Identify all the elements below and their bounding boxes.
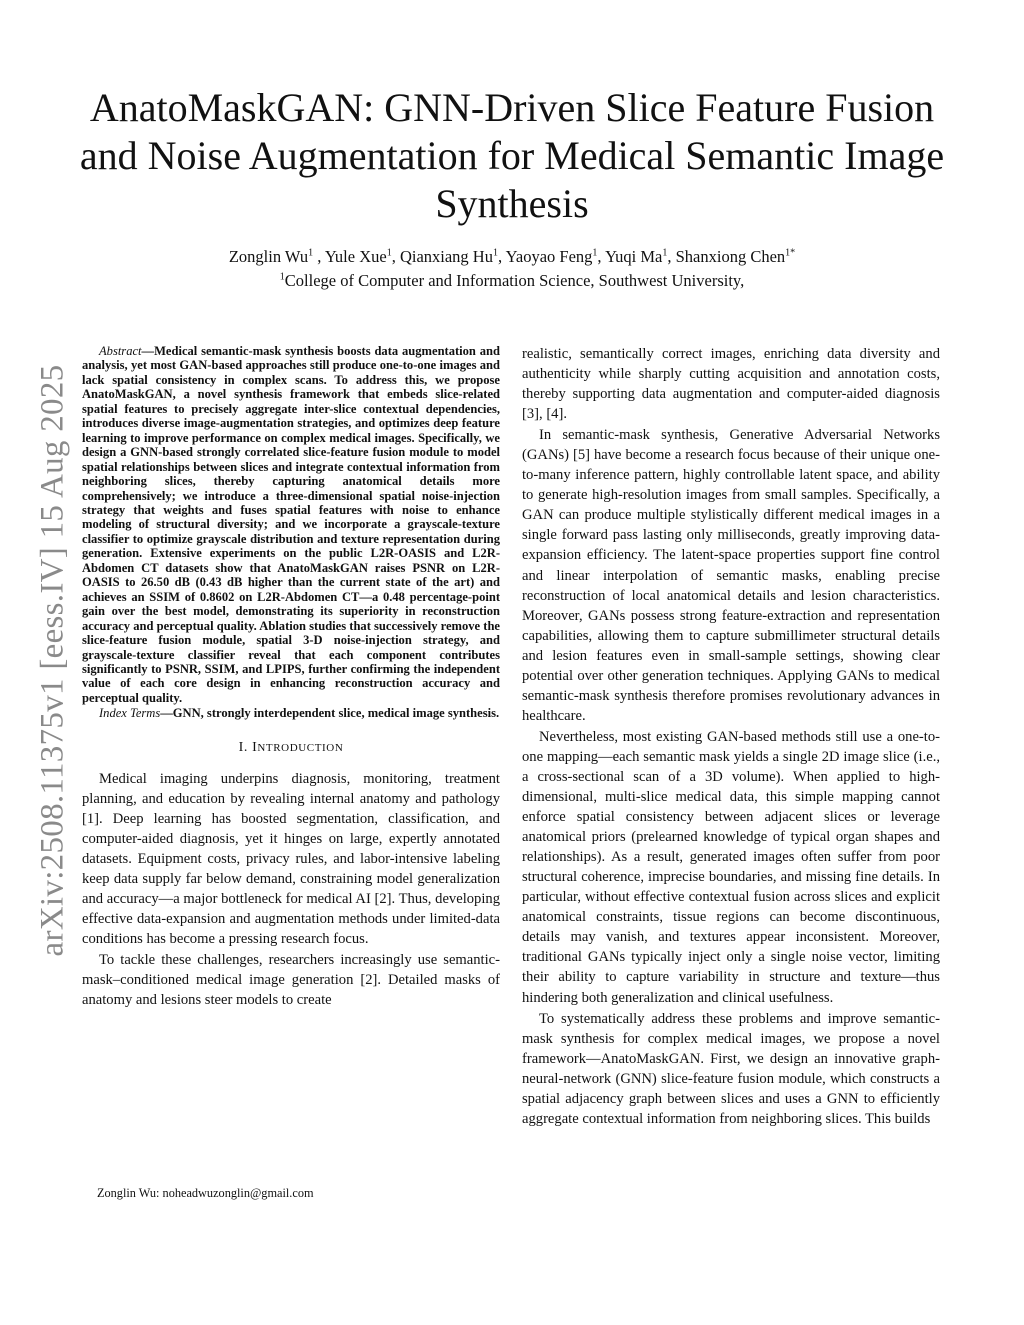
arxiv-identifier-stamp bbox=[28, 345, 78, 975]
author: Yuqi Ma$^1$, bbox=[605, 247, 676, 266]
abstract-text: —Medical semantic-mask synthesis boosts data augmentation and analysis, yet most GAN-based approaches still produce one-to-one images and lack spatial consistency in complex scans. To address this, we propose AnatoMaskGAN, a novel synthesis framework that embeds slice-related spatial features to precisely aggregate inter-slice contextual dependencies, introduces diverse image-augmentation strategies, and optimizes deep feature learning to improve performance on complex medical images. Specifically, we design a GNN-based strongly correlated slice-feature fusion module to model spatial relationships between slices and integrate contextual information from neighboring slices, thereby capturing anatomical details more comprehensively; we introduce a three-dimensional spatial noise-injection strategy that weights and fuses spatial features with noise to enhance modeling of structural diversity; and we incorporate a grayscale-texture classifier to optimize grayscale distribution and texture representation during generation. Extensive experiments on the public L2R-OASIS and L2R-Abdomen CT datasets show that AnatoMaskGAN raises PSNR on L2R-OASIS to 26.50 dB (0.43 dB higher than the current state of the art) and achieves an SSIM of 0.8602 on L2R-Abdomen CT—a 0.48 percentage-point gain over the best model, demonstrating its superiority in reconstruction accuracy and perceptual quality. Ablation studies that successively remove the slice-feature fusion module, spatial 3-D noise-injection strategy, and grayscale-texture classifier reveal that each component contributes significantly to PSNR, SSIM, and LPIPS, further confirming the independent value of each core design in enhancing reconstruction accuracy and perceptual quality. bbox=[82, 344, 500, 705]
paragraph: In semantic-mask synthesis, Generative Adversarial Networks (GANs) [5] have become a research focus because of their unique one-to-many inference pattern, highly controllable latent space, and ability to generate high-resolution images from small samples. Specifically, a GAN can produce multiple stylistically different medical images in a single forward pass lasting only milliseconds, greatly improving data-expansion efficiency. The latent-space properties support fine control and linear interpolation of semantic masks, enabling precise reconstruction of local anatomical details and lesion characteristics. Moreover, GANs possess strong feature-extraction and representation capabilities, allowing them to capture submillimeter structural details and lesion features even in small-sample settings, showing clear potential over other generation techniques. Applying GANs to medical semantic-mask synthesis therefore promises revolutionary advances in healthcare. bbox=[522, 427, 940, 724]
paper-title: AnatoMaskGAN: GNN-Driven Slice Feature Fusion and Noise Augmentation for Medical Semantic Image Synthesis bbox=[79, 85, 945, 226]
affiliation: $^1$College of Computer and Information Science, Southwest University, bbox=[279, 271, 745, 290]
author: Yule Xue$^1$, bbox=[324, 247, 400, 266]
section-heading-introduction: I. INTRODUCTION bbox=[238, 739, 344, 755]
author-email-footnote: Zonglin Wu: noheadwuzonglin@gmail.com bbox=[97, 1186, 314, 1200]
author: Yaoyao Feng$^1$, bbox=[505, 247, 606, 266]
paragraph: To tackle these challenges, researchers increasingly use semantic-mask–conditioned medical image generation [2]. Detailed masks of anatomy and lesions steer models to create bbox=[82, 952, 500, 1009]
author-list bbox=[70, 246, 954, 268]
abstract bbox=[82, 344, 500, 705]
paragraph: realistic, semantically correct images, enriching data diversity and authenticity while sharply cutting acquisition and annotation costs, thereby supporting data augmentation and computer-aided diagnosis [3], [4]. bbox=[522, 346, 940, 423]
index-terms-text: —GNN, strongly interdependent slice, medical image synthesis. bbox=[160, 706, 500, 721]
paragraph: Nevertheless, most existing GAN-based methods still use a one-to-one mapping—each semantic mask yields a single 2D image slice (i.e., a cross-sectional scan of a 3D volume). When applied to high-dimensional, multi-slice medical data, this simple mapping cannot enforce spatial consistency between adjacent slices or leverage anatomical priors (prelearned knowledge of typical organ shapes and relationships). As a result, generated images often suffer from poor structural coherence, imprecise boundaries, and missing fine details. In particular, without effective contextual fusion across slices and explicit anatomical constraints, tissue regions can become discontinuous, details may vanish, and textures appear inconsistent. Moreover, traditional GANs typically inject only a single noise vector, limiting their ability to capture variability in structure and texture—thus hindering both generalization and clinical usefulness. bbox=[522, 728, 940, 1006]
paragraph: To systematically address these problems and improve semantic-mask synthesis for complex medical images, we propose a novel framework—AnatoMaskGAN. First, we design an innovative graph-neural-network (GNN) slice-feature fusion module, which constructs a spatial adjacency graph between slices and uses a GNN to efficiently aggregate contextual information from neighboring slices. This builds bbox=[522, 1010, 940, 1127]
abstract-label: Abstract bbox=[99, 344, 142, 358]
author: Zonglin Wu$^1$ , bbox=[228, 247, 325, 266]
index-terms bbox=[82, 706, 500, 720]
author: Shanxiong Chen$^{1*}$ bbox=[675, 247, 796, 266]
paragraph: Medical imaging underpins diagnosis, monitoring, treatment planning, and education by revealing internal anatomy and pathology [1]. Deep learning has boosted segmentation, classification, and computer-aided diagnosis, yet it hinges on large, expertly annotated datasets. Equipment costs, privacy rules, and labor-intensive labeling keep data supply far below demand, constraining model generalization and accuracy—a major bottleneck for medical AI [2]. Thus, developing effective data-expansion and augmentation methods under limited-data conditions has become a pressing research focus. bbox=[82, 770, 500, 948]
arxiv-identifier-text: arXiv:2508.11375v1 [eess.IV] 15 Aug 2025 bbox=[34, 364, 71, 956]
left-column bbox=[82, 344, 500, 1010]
index-terms-label: Index Terms bbox=[99, 706, 161, 721]
right-column bbox=[522, 344, 940, 1129]
author: Qianxiang Hu$^1$, bbox=[399, 247, 506, 266]
